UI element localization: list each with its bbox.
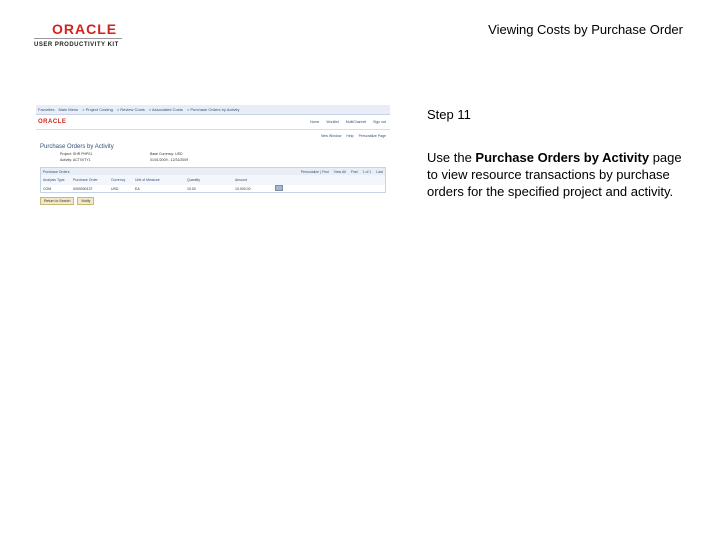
document-title: Viewing Costs by Purchase Order	[488, 22, 683, 37]
column-header[interactable]: Quantity	[187, 178, 201, 182]
page-tools	[36, 134, 386, 138]
notify-button[interactable]: Notify	[77, 197, 94, 205]
screenshot-header	[36, 115, 390, 130]
column-header[interactable]: Analysis Type	[43, 178, 65, 182]
last-link[interactable]: Last	[376, 169, 383, 174]
logo-divider	[34, 38, 122, 39]
return-to-search-button[interactable]: Return to Search	[40, 197, 74, 205]
breadcrumb-item[interactable]: Main Menu	[58, 107, 79, 112]
row-count: 1 of 1	[362, 169, 372, 174]
personalize-find-link[interactable]: Personalize | Find	[300, 169, 329, 174]
logo-word: ORACLE	[52, 21, 118, 37]
sign-out-link[interactable]: Sign out	[373, 120, 386, 124]
cell: 10,000.00	[235, 186, 251, 191]
new-window-link[interactable]: New Window	[320, 134, 342, 138]
step-text-bold: Purchase Orders by Activity	[475, 150, 650, 165]
oracle-upk-logo	[34, 22, 124, 48]
purchase-orders-grid	[40, 167, 386, 193]
currency-field: Base Currency: USD	[150, 152, 183, 156]
screenshot-footer	[40, 197, 390, 205]
date-range-field: 01/01/2009 - 12/31/2009	[150, 158, 189, 162]
application-screenshot	[36, 105, 390, 217]
breadcrumb-item[interactable]: Favorites	[38, 107, 55, 112]
breadcrumb-item[interactable]: > Purchase Orders by Activity	[186, 107, 240, 112]
column-header[interactable]: Purchase Order	[73, 178, 98, 182]
worklist-link[interactable]: Worklist	[326, 120, 339, 124]
screenshot-logo: ORACLE	[38, 119, 67, 125]
header-links	[304, 120, 386, 124]
view-all-link[interactable]: View All	[333, 169, 346, 174]
column-header[interactable]: Amount	[235, 178, 248, 182]
project-field: Project: SHR PHP01	[60, 152, 93, 156]
screenshot-page-title: Purchase Orders by Activity	[40, 144, 114, 150]
cell[interactable]: 0000000137	[73, 186, 93, 191]
column-header[interactable]: Unit of Measure	[135, 178, 160, 182]
column-header[interactable]: Currency	[111, 178, 126, 182]
activity-field: Activity: ACTIVITY1	[60, 158, 91, 162]
grid-toolbar	[41, 168, 385, 175]
step-label: Step 11	[427, 107, 471, 122]
breadcrumb-item[interactable]: > Review Costs	[116, 107, 145, 112]
grid-header	[41, 175, 385, 185]
multichannel-link[interactable]: MultiChannel	[345, 120, 367, 124]
step-description	[427, 149, 689, 200]
step-text-before: Use the	[427, 150, 476, 165]
details-icon[interactable]	[275, 185, 283, 191]
help-link[interactable]: Help	[346, 134, 354, 138]
cell: USD	[111, 186, 119, 191]
personalize-page-link[interactable]: Personalize Page	[358, 134, 386, 138]
cell: EA	[135, 186, 140, 191]
home-link[interactable]: Home	[310, 120, 320, 124]
table-row	[41, 185, 385, 192]
breadcrumb-item[interactable]: > Project Costing	[82, 107, 113, 112]
grid-title: Purchase Orders	[43, 169, 70, 174]
breadcrumb-item[interactable]: > Associated Costs	[148, 107, 183, 112]
logo-subtitle: USER PRODUCTIVITY KIT	[34, 42, 119, 48]
cell: 10.00	[187, 186, 196, 191]
project-info	[60, 152, 390, 162]
screenshot-breadcrumb	[36, 105, 390, 115]
step-text-after: page to view resource transactions by purchase orders for the specified project and activity.	[427, 150, 682, 199]
cell: COM	[43, 186, 52, 191]
first-link[interactable]: First	[350, 169, 358, 174]
